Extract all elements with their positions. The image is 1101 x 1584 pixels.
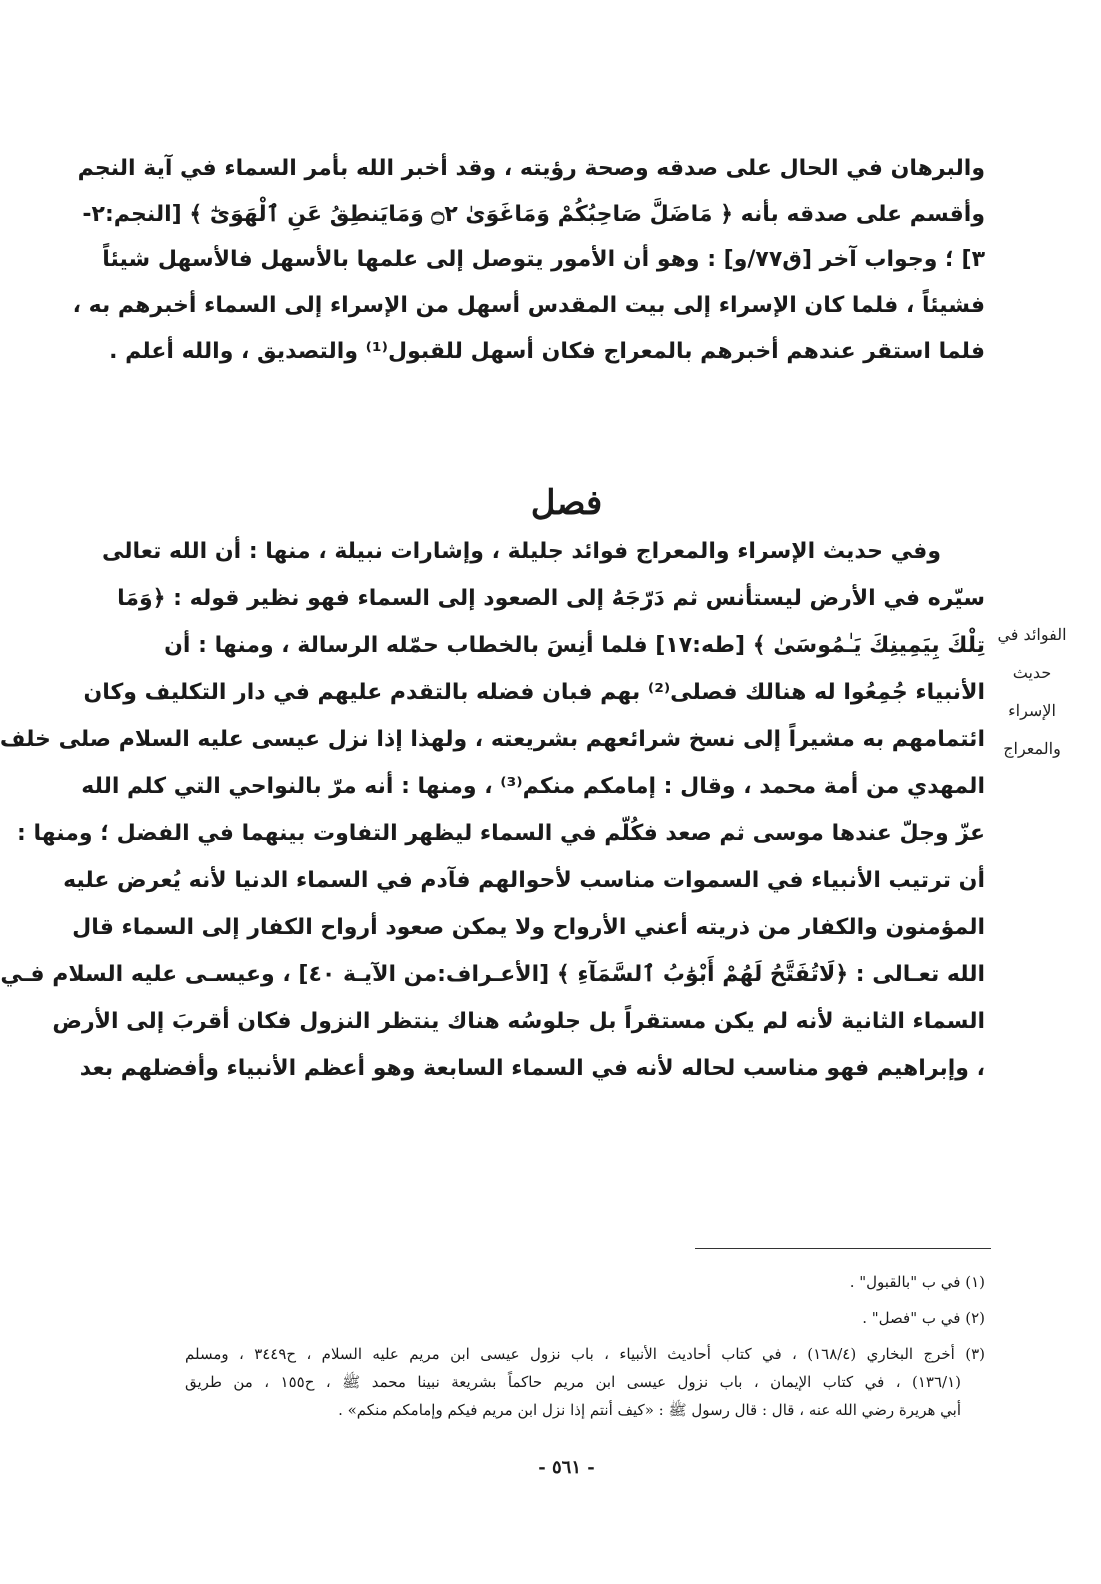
text-line: ٣] ؛ وجواب آخر [ق٧٧/و] : وهو أن الأمور يتوصل إلى علمها بالأسهل فالأسهل شيئاً <box>102 247 985 273</box>
footnote-divider <box>695 1248 991 1249</box>
margin-note-line: الإسراء <box>1008 701 1056 720</box>
top-paragraph <box>72 146 985 374</box>
text-line: أن ترتيب الأنبياء في السموات مناسب لأحوالهم فآدم في السماء الدنيا لأنه يُعرض عليه <box>63 868 985 893</box>
text-line: عزّ وجلّ عندها موسى ثم صعد فكُلّم في السماء ليظهر التفاوت بينهما في الفضل ؛ ومنها : <box>17 821 985 846</box>
text-line: المؤمنون والكفار من ذريته أعني الأرواح ولا يمكن صعود أرواح الكفار إلى السماء قال <box>72 915 985 940</box>
text-line: وفي حديث الإسراء والمعراج فوائد جليلة ، وإشارات نبيلة ، منها : أن الله تعالى <box>101 539 941 564</box>
text-line: والبرهان في الحال على صدقه وصحة رؤيته ، وقد أخبر الله بأمر السماء في آية النجم <box>77 156 985 181</box>
footnote-3-line: (٣) أخرج البخاري (١٦٨/٤) ، في كتاب أحاديث الأنبياء ، باب نزول عيسى ابن مريم عليه السلام ، ح٣٤٤٩ ، ومسلم <box>185 1345 985 1363</box>
page-number: - ٥٦١ - <box>538 1457 595 1478</box>
body-paragraph <box>0 528 985 1092</box>
margin-note-line: والمعراج <box>1003 739 1061 758</box>
footnote-3-line: (١٣٦/١) ، في كتاب الإيمان ، باب نزول عيسى ابن مريم حاكماً بشريعة نبينا محمد ﷺ ، ح١٥٥ ، من طريق <box>185 1373 961 1391</box>
footnote-1: (١) في ب "بالقبول" . <box>849 1273 985 1291</box>
text-line: ، وإبراهيم فهو مناسب لحاله لأنه في السماء السابعة وهو أعظم الأنبياء وأفضلهم بعد <box>79 1056 985 1081</box>
margin-note <box>989 616 1075 768</box>
text-line: وأقسم على صدقه بأنه ﴿ مَاضَلَّ صَاحِبُكُمْ وَمَاغَوَىٰ ۝٢ وَمَايَنطِقُ عَنِ ٱلْهَوَىٰٓ ﴾ [النجم:٢- <box>82 201 985 227</box>
footnote-2: (٢) في ب "فصل" . <box>862 1309 985 1327</box>
text-line: فلما استقر عندهم أخبرهم بالمعراج فكان أسهل للقبول⁽¹⁾ والتصديق ، والله أعلم . <box>109 338 985 364</box>
text-line: السماء الثانية لأنه لم يكن مستقراً بل جلوسُه هناك ينتظر النزول فكان أقربَ إلى الأرض <box>52 1009 985 1034</box>
text-line: المهدي من أمة محمد ، وقال : إمامكم منكم⁽³⁾ ، ومنها : أنه مرّ بالنواحي التي كلم الله <box>81 774 985 799</box>
text-line: الله تعـالى : ﴿لَاتُفَتَّحُ لَهُمْ أَبْوَٰبُ ٱلسَّمَآءِ ﴾ [الأعـراف:من الآيـة ٤٠] ، وعيسـى عليه السلام فـي <box>0 962 985 987</box>
footnote-3-line: أبي هريرة رضي الله عنه ، قال : قال رسول ﷺ : «كيف أنتم إذا نزل ابن مريم فيكم وإمامكم منكم» . <box>338 1401 961 1419</box>
footnotes <box>185 1268 985 1424</box>
text-line: سيّره في الأرض ليستأنس ثم دَرّجَهُ إلى الصعود إلى السماء فهو نظير قوله : ﴿وَمَا <box>117 586 985 611</box>
text-line: فشيئاً ، فلما كان الإسراء إلى بيت المقدس أسهل من الإسراء إلى السماء أخبرهم به ، <box>72 293 985 319</box>
text-line: الأنبياء جُمِعُوا له هنالك فصلى⁽²⁾ بهم فبان فضله بالتقدم عليهم في دار التكليف وكان <box>83 680 985 705</box>
margin-note-line: حديث <box>1012 663 1052 682</box>
section-heading: فصل <box>530 483 603 523</box>
text-line: تِلْكَ بِيَمِينِكَ يَـٰمُوسَىٰ ﴾ [طه:١٧] فلما أنِسَ بالخطاب حمّله الرسالة ، ومنها : أن <box>164 633 985 658</box>
margin-note-line: الفوائد في <box>997 625 1067 644</box>
text-line: ائتمامهم به مشيراً إلى نسخ شرائعهم بشريعته ، ولهذا إذا نزل عيسى عليه السلام صلى خلف <box>0 727 985 752</box>
